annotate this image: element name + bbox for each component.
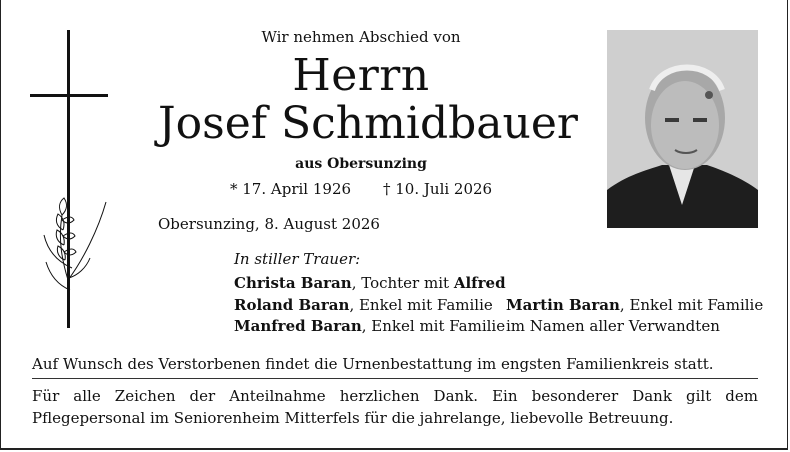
mourner-row <box>234 274 506 292</box>
mourner-relation: , Enkel mit Familie <box>361 317 506 335</box>
deceased-name: Josef Schmidbauer <box>158 98 578 149</box>
thanks-text: Für alle Zeichen der Anteilnahme herzlichen Dank. Ein besonderer Dank gilt dem Pflegepersonal im Seniorenheim Mitterfels für die jahrelange, liebevolle Betreuung. <box>32 387 758 427</box>
death-date: † 10. Juli 2026 <box>383 180 493 198</box>
mourner-partner: Alfred <box>453 274 506 292</box>
mourner-row <box>234 317 505 335</box>
mourner-name: Manfred Baran <box>234 317 362 335</box>
origin-text: aus Obersunzing <box>295 156 427 172</box>
divider <box>32 378 758 379</box>
mourner-note: im Namen aller Verwandten <box>506 317 720 335</box>
portrait-illustration <box>607 30 758 228</box>
place-and-date: Obersunzing, 8. August 2026 <box>158 215 380 233</box>
portrait-photo <box>607 30 758 228</box>
mourner-relation: , Enkel mit Familie <box>619 296 764 314</box>
mourning-heading: In stiller Trauer: <box>234 250 361 268</box>
mourner-row <box>506 296 763 314</box>
intro-text: Wir nehmen Abschied von <box>261 28 461 46</box>
mourner-name: Martin Baran <box>506 296 620 314</box>
salutation: Herrn <box>292 50 430 101</box>
funeral-note: Auf Wunsch des Verstorbenen findet die Urnenbestattung im engsten Familienkreis statt. <box>32 355 714 373</box>
mourner-name: Christa Baran <box>234 274 352 292</box>
mourner-row <box>234 296 493 314</box>
birth-date: * 17. April 1926 <box>230 180 352 198</box>
mourner-relation: , Enkel mit Familie <box>349 296 493 314</box>
mourner-name: Roland Baran <box>234 296 350 314</box>
mourner-row <box>506 317 720 335</box>
mourner-relation: , Tochter mit <box>351 274 454 292</box>
